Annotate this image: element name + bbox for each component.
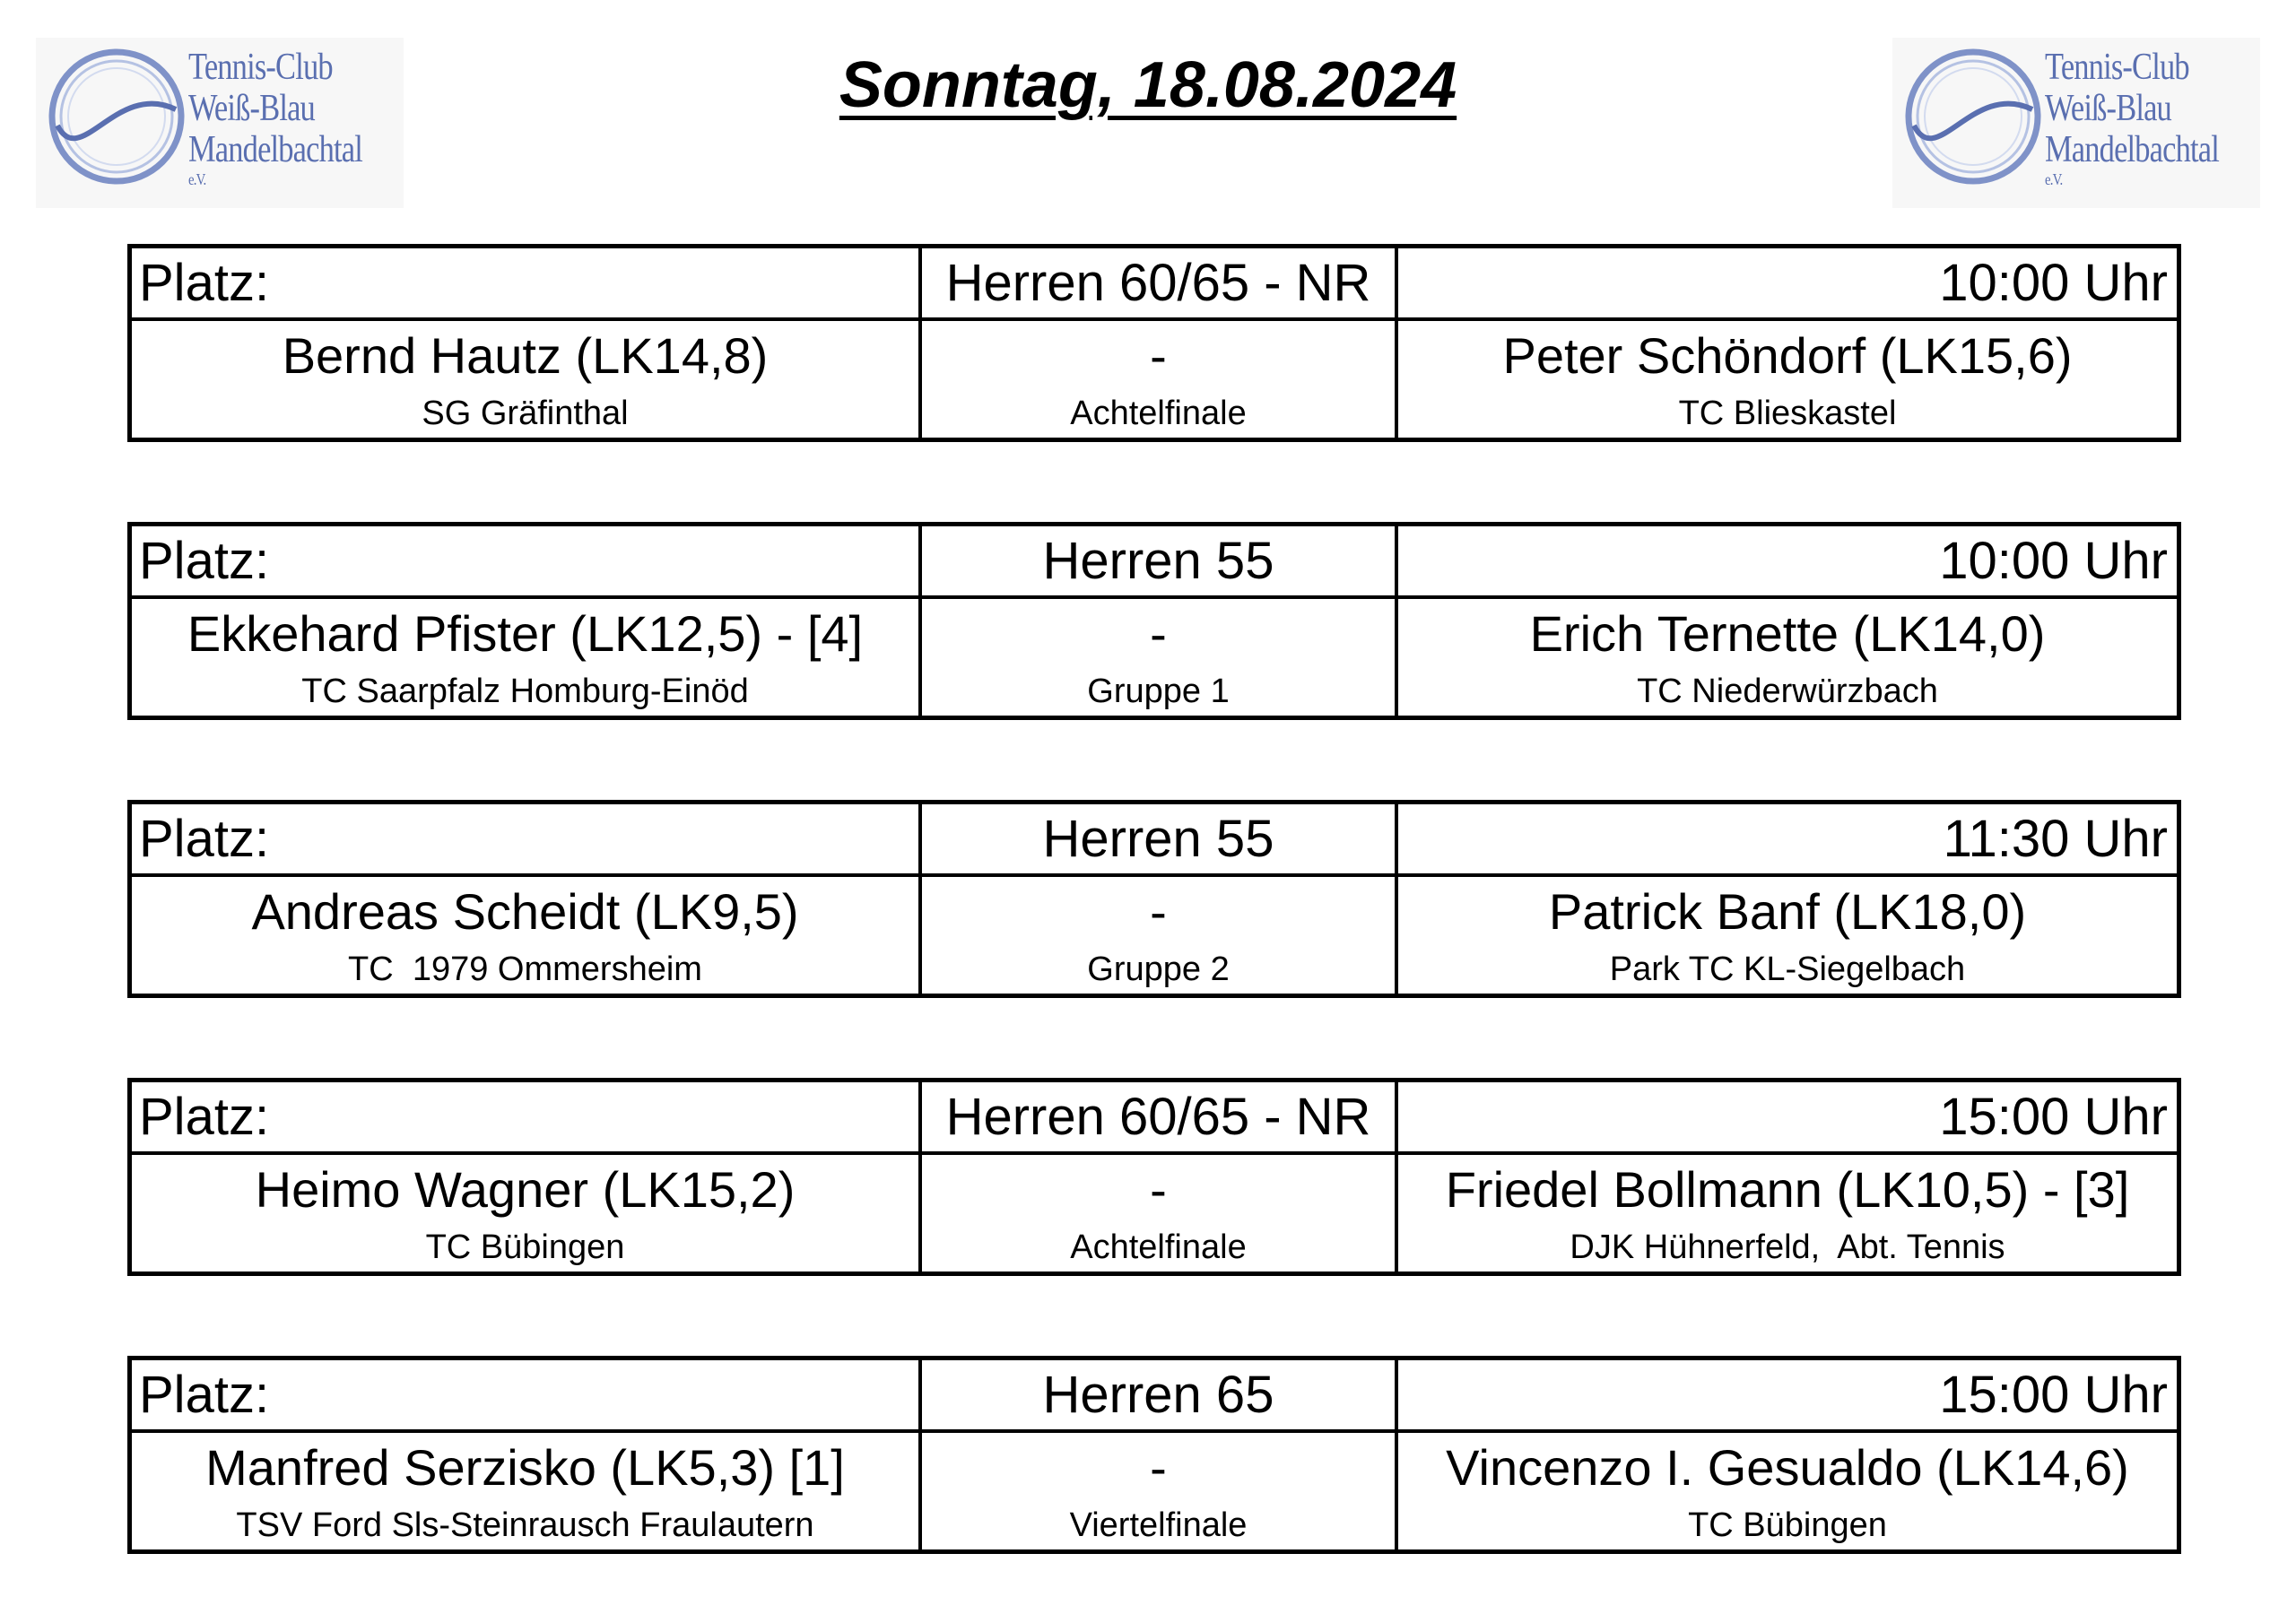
versus-separator: - bbox=[1150, 1439, 1167, 1496]
player-home: Ekkehard Pfister (LK12,5) - [4] bbox=[187, 605, 864, 662]
match-card bbox=[127, 1078, 2181, 1276]
category: Herren 65 bbox=[1042, 1366, 1274, 1424]
logo-line-4: e.V. bbox=[2045, 170, 2063, 188]
round: Achtelfinale bbox=[1070, 395, 1247, 432]
match-card bbox=[127, 244, 2181, 442]
club-away: TC Bübingen bbox=[1688, 1506, 1887, 1544]
category: Herren 60/65 - NR bbox=[945, 254, 1371, 312]
start-time: 15:00 Uhr bbox=[1939, 1088, 2168, 1146]
player-home: Andreas Scheidt (LK9,5) bbox=[251, 883, 799, 940]
platz-label: Platz: bbox=[139, 1366, 270, 1424]
club-home: TC Bübingen bbox=[425, 1228, 625, 1266]
platz-label: Platz: bbox=[139, 254, 270, 312]
player-away: Vincenzo I. Gesualdo (LK14,6) bbox=[1446, 1439, 2129, 1496]
platz-label: Platz: bbox=[139, 532, 270, 590]
versus-separator: - bbox=[1150, 605, 1167, 662]
player-away: Friedel Bollmann (LK10,5) - [3] bbox=[1445, 1161, 2130, 1218]
club-home: TSV Ford Sls-Steinrausch Fraulautern bbox=[236, 1506, 814, 1544]
player-home: Bernd Hautz (LK14,8) bbox=[282, 327, 769, 384]
logo-line-2: Weiß-Blau bbox=[2045, 88, 2171, 129]
player-away: Peter Schöndorf (LK15,6) bbox=[1502, 327, 2073, 384]
round: Viertelfinale bbox=[1069, 1506, 1248, 1544]
logo-line-3: Mandelbachtal bbox=[2045, 129, 2219, 170]
match-card bbox=[127, 800, 2181, 998]
club-away: Park TC KL-Siegelbach bbox=[1609, 950, 1966, 988]
club-home: SG Gräfinthal bbox=[422, 395, 629, 432]
versus-separator: - bbox=[1150, 1161, 1167, 1218]
club-away: DJK Hühnerfeld, Abt. Tennis bbox=[1570, 1228, 2005, 1266]
logo-line-4: e.V. bbox=[188, 170, 206, 188]
player-home: Heimo Wagner (LK15,2) bbox=[255, 1161, 796, 1218]
logo-line-1: Tennis-Club bbox=[188, 47, 333, 88]
club-away: TC Blieskastel bbox=[1678, 395, 1897, 432]
logo-line-2: Weiß-Blau bbox=[188, 88, 315, 129]
player-away: Erich Ternette (LK14,0) bbox=[1529, 605, 2046, 662]
player-away: Patrick Banf (LK18,0) bbox=[1548, 883, 2027, 940]
category: Herren 55 bbox=[1042, 810, 1274, 868]
versus-separator: - bbox=[1150, 883, 1167, 940]
row-divider bbox=[132, 1429, 2177, 1433]
page-title: Sonntag, 18.08.2024 bbox=[839, 49, 1457, 121]
versus-separator: - bbox=[1150, 327, 1167, 384]
start-time: 11:30 Uhr bbox=[1943, 810, 2168, 868]
round: Achtelfinale bbox=[1070, 1228, 1247, 1266]
start-time: 15:00 Uhr bbox=[1939, 1366, 2168, 1424]
match-card bbox=[127, 1356, 2181, 1554]
player-home: Manfred Serzisko (LK5,3) [1] bbox=[205, 1439, 845, 1496]
logo-line-3: Mandelbachtal bbox=[188, 129, 362, 170]
row-divider bbox=[132, 317, 2177, 321]
start-time: 10:00 Uhr bbox=[1939, 254, 2168, 312]
platz-label: Platz: bbox=[139, 810, 270, 868]
club-away: TC Niederwürzbach bbox=[1637, 673, 1938, 710]
round: Gruppe 2 bbox=[1087, 950, 1230, 988]
start-time: 10:00 Uhr bbox=[1939, 532, 2168, 590]
match-card bbox=[127, 522, 2181, 720]
row-divider bbox=[132, 873, 2177, 877]
row-divider bbox=[132, 595, 2177, 599]
category: Herren 60/65 - NR bbox=[945, 1088, 1371, 1146]
category: Herren 55 bbox=[1042, 532, 1274, 590]
platz-label: Platz: bbox=[139, 1088, 270, 1146]
round: Gruppe 1 bbox=[1087, 673, 1230, 710]
club-home: TC Saarpfalz Homburg-Einöd bbox=[301, 673, 749, 710]
row-divider bbox=[132, 1151, 2177, 1155]
logo-line-1: Tennis-Club bbox=[2045, 47, 2189, 88]
club-home: TC 1979 Ommersheim bbox=[348, 950, 702, 988]
